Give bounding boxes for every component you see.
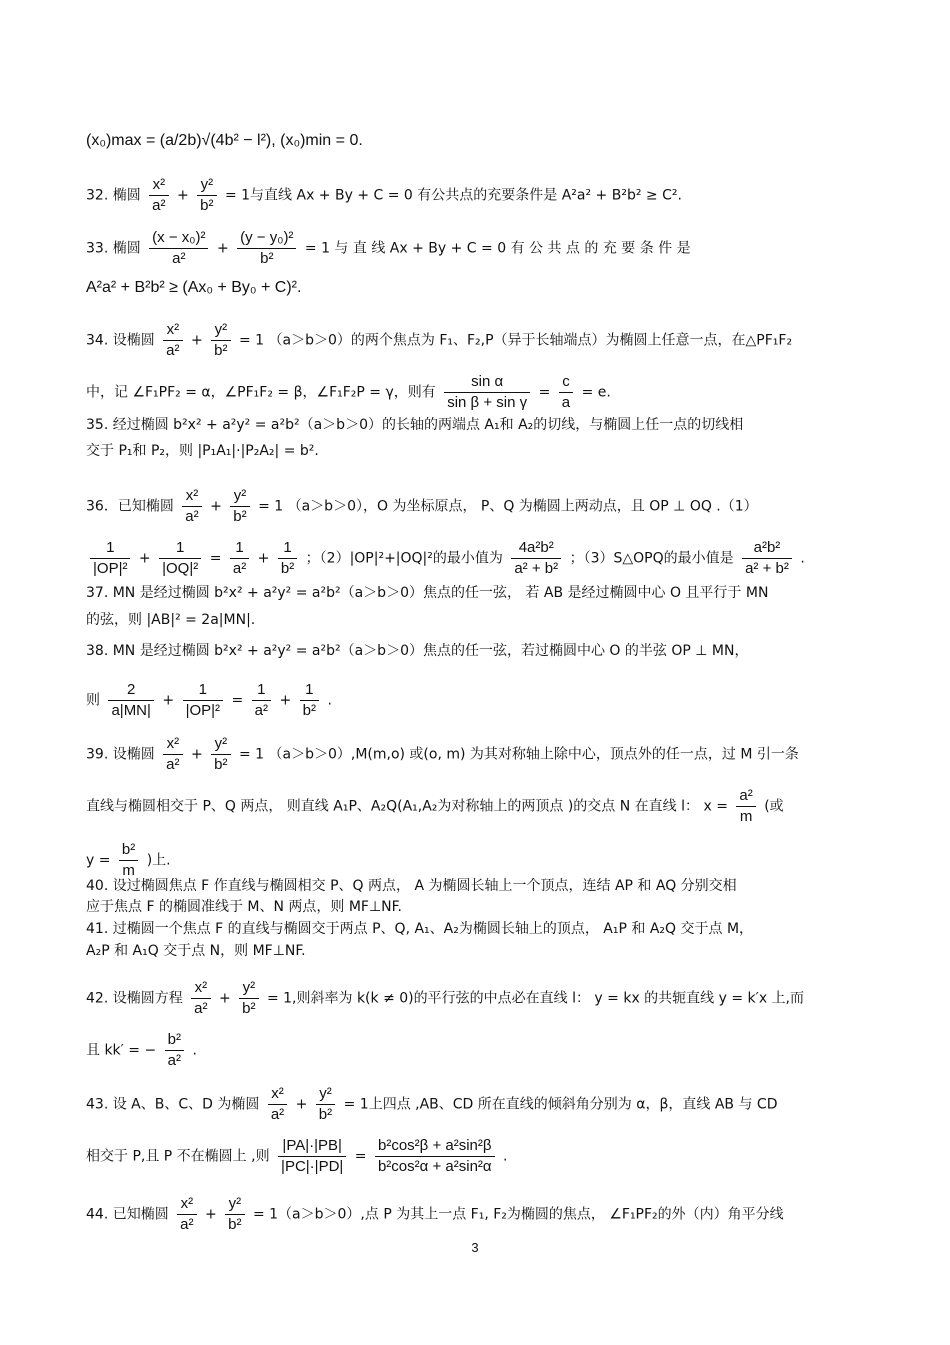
formula-line-31 <box>86 132 866 150</box>
fraction-pa-pb: $\frac{|PA|\cdot|PB|}{|PC|\cdot|PD|}$ <box>278 1136 346 1177</box>
page-number: 3 <box>471 1240 479 1255</box>
item-37-cont: 的弦，则 |AB|² = 2a|MN|. <box>86 612 256 628</box>
item-35-cont: 交于 P₁和 P₂，则 |P₁A₁|·|P₂A₂| = b². <box>86 443 319 459</box>
item-32-head: 32. 椭圆 <box>86 187 141 204</box>
fraction-1-op: $\frac{1}{\text{|OP|²}}$ <box>90 538 130 579</box>
item-32: 32. 椭圆 $\frac{\text{x²}}{\text{a²}}$ + $\frac{\text{y²}}{\text{b²}}$ = 1与直线 Ax + By + C = 0 有公共点的充要条件是 A²a² + B²b² ≥ C². <box>86 176 682 214</box>
item-38-cont: 则 $\frac{2}{a|MN|}$ + $\frac{1}{\text{|OP|²}}$ = $\frac{1}{\text{a²}}$ + $\frac{1}{\text{b²}}$ . <box>86 681 332 719</box>
fraction-b2-m: $\frac{\text{b²}}{m}$ <box>119 840 138 881</box>
item-41-cont: A₂P 和 A₁Q 交于点 N，则 MF⊥NF. <box>86 943 306 959</box>
fraction-y2-b2: $\frac{\text{y²}}{\text{b²}}$ <box>197 175 216 216</box>
fraction-y2-b2: $\frac{\text{y²}}{\text{b²}}$ <box>239 978 258 1019</box>
fraction-y2-b2: $\frac{\text{y²}}{\text{b²}}$ <box>230 486 249 527</box>
fraction-x2-a2: $\frac{\text{x²}}{\text{a²}}$ <box>182 486 201 527</box>
fraction-1-a2: $\frac{1}{\text{a²}}$ <box>252 680 271 721</box>
item-38: 38. MN 是经过椭圆 b²x² + a²y² = a²b²（a＞b＞0）焦点的任一弦，若过椭圆中心 O 的半弦 OP ⊥ MN， <box>86 643 749 659</box>
item-33: 33. 椭圆 $\frac{\text{(x − x₀)²}}{\text{a²}}$ + $\frac{\text{(y − y₀)²}}{\text{b²}}$ = 1 与 直 线 Ax + By + C = 0 有 公 共 点 的 充 要 条 件 是 <box>86 229 691 267</box>
fraction-yy0-b2: $\frac{\text{(y − y₀)²}}{\text{b²}}$ <box>237 228 296 269</box>
item-39: 39. 设椭圆 $\frac{\text{x²}}{\text{a²}}$ + $\frac{\text{y²}}{\text{b²}}$ = 1 （a＞b＞0）,M(m,o) 或(o, m) 为其对称轴上除中心，顶点外的任一点，过 M 引一条 <box>86 735 799 773</box>
fraction-x2-a2: $\frac{\text{x²}}{\text{a²}}$ <box>163 734 182 775</box>
item-39-cont2: y = $\frac{\text{b²}}{m}$ )上. <box>86 841 171 879</box>
fraction-x2-a2: $\frac{\text{x²}}{\text{a²}}$ <box>163 320 182 361</box>
item-42-cont: 且 kk′ = − $\frac{\text{b²}}{\text{a²}}$ . <box>86 1031 197 1069</box>
fraction-x2-a2: $\frac{\text{x²}}{\text{a²}}$ <box>177 1194 196 1235</box>
item-33-head: 33. 椭圆 <box>86 240 141 257</box>
item-40: 40. 设过椭圆焦点 F 作直线与椭圆相交 P、Q 两点， A 为椭圆长轴上一个顶点，连结 AP 和 AQ 分别交相 <box>86 878 737 894</box>
item-37: 37. MN 是经过椭圆 b²x² + a²y² = a²b²（a＞b＞0）焦点的任一弦， 若 AB 是经过椭圆中心 O 且平行于 MN <box>86 585 769 601</box>
fraction-1-b2: $\frac{1}{\text{b²}}$ <box>300 680 319 721</box>
item-36: 36．已知椭圆 $\frac{\text{x²}}{\text{a²}}$ + $\frac{\text{y²}}{\text{b²}}$ = 1 （a＞b＞0），O 为坐标原点， P、Q 为椭圆上两动点，且 OP ⊥ OQ .（1） <box>86 487 758 525</box>
item-34-cont: 中，记 ∠F₁PF₂ = α，∠PF₁F₂ = β，∠F₁F₂P = γ，则有 $\frac{\text{sin α}}{\text{sin β + sin γ}}$ = $\frac{c}{a}$ = e. <box>86 373 611 411</box>
fraction-min-2: $\frac{\text{a²b²}}{\text{a² + b²}}$ <box>742 538 792 579</box>
fraction-1-b2: $\frac{1}{\text{b²}}$ <box>278 538 297 579</box>
item-43: 43. 设 A、B、C、D 为椭圆 $\frac{\text{x²}}{\text{a²}}$ + $\frac{\text{y²}}{\text{b²}}$ = 1上四点 ,AB、CD 所在直线的倾斜角分别为 α，β，直线 AB 与 CD <box>86 1085 778 1123</box>
item-32-tail: 1与直线 Ax + By + C = 0 有公共点的充要条件是 A²a² + B²b² ≥ C². <box>241 187 682 204</box>
item-42: 42. 设椭圆方程 $\frac{\text{x²}}{\text{a²}}$ + $\frac{\text{y²}}{\text{b²}}$ = 1,则斜率为 k(k ≠ 0)的平行弦的中点必在直线 l： y = kx 的共轭直线 y = k′x 上,而 <box>86 979 805 1017</box>
item-44: 44. 已知椭圆 $\frac{\text{x²}}{\text{a²}}$ + $\frac{\text{y²}}{\text{b²}}$ = 1（a＞b＞0）,点 P 为其上一点 F₁, F₂为椭圆的焦点， ∠F₁PF₂的外（内）角平分线 <box>86 1195 784 1233</box>
fraction-min-1: $\frac{\text{4a²b²}}{\text{a² + b²}}$ <box>511 538 561 579</box>
fraction-x2-a2: $\frac{\text{x²}}{\text{a²}}$ <box>268 1084 287 1125</box>
item-39-cont: 直线与椭圆相交于 P、Q 两点， 则直线 A₁P、A₂Q(A₁,A₂为对称轴上的两顶点 )的交点 N 在直线 l： x = $\frac{\text{a²}}{m}$ (或 <box>86 787 784 825</box>
item-33-cont: A²a² + B²b² ≥ (Ax₀ + By₀ + C)². <box>86 279 302 296</box>
fraction-b2-a2: $\frac{\text{b²}}{\text{a²}}$ <box>165 1030 184 1071</box>
fraction-x2-a2: $\frac{\text{x²}}{\text{a²}}$ <box>149 175 168 216</box>
fraction-2-mn: $\frac{2}{a|MN|}$ <box>108 680 153 721</box>
item-43-cont: 相交于 P,且 P 不在椭圆上 ,则 $\frac{|PA|\cdot|PB|}{|PC|\cdot|PD|}$ = $\frac{\text{b²cos²β + a²sin²β}}{\text{b²cos²α + a²sin²α}}$ . <box>86 1137 508 1175</box>
item-35: 35. 经过椭圆 b²x² + a²y² = a²b²（a＞b＞0）的长轴的两端点 A₁和 A₂的切线，与椭圆上任一点的切线相 <box>86 417 744 433</box>
fraction-1-oq: $\frac{1}{\text{|OQ|²}}$ <box>159 538 201 579</box>
item-34: 34. 设椭圆 $\frac{\text{x²}}{\text{a²}}$ + $\frac{\text{y²}}{\text{b²}}$ = 1 （a＞b＞0）的两个焦点为 F₁、F₂,P（异于长轴端点）为椭圆上任意一点，在△PF₁F₂ <box>86 321 793 359</box>
item-33-tail: 1 与 直 线 Ax + By + C = 0 有 公 共 点 的 充 要 条 件 是 <box>321 240 691 257</box>
fraction-1-a2: $\frac{1}{\text{a²}}$ <box>230 538 249 579</box>
fraction-cos-sin: $\frac{\text{b²cos²β + a²sin²β}}{\text{b²cos²α + a²sin²α}}$ <box>375 1136 495 1177</box>
item-41: 41. 过椭圆一个焦点 F 的直线与椭圆交于两点 P、Q, A₁、A₂为椭圆长轴上的顶点， A₁P 和 A₂Q 交于点 M， <box>86 921 754 937</box>
item-36-cont: $\frac{1}{\text{|OP|²}}$ + $\frac{1}{\text{|OQ|²}}$ = $\frac{1}{\text{a²}}$ + $\frac{1}{\text{b²}}$ ；（2）|OP|²+|OQ|²的最小值为 $\frac{\text{4a²b²}}{\text{a² + b²}}$ ；（3）S△OPQ的最小值是 $\frac{\text{a²b²}}{\text{a² + b²}}$ . <box>86 538 866 579</box>
formula-31: (x₀)max = (a/2b)√(4b² − l²), (x₀)min = 0. <box>86 132 363 149</box>
item-40-cont: 应于焦点 F 的椭圆准线于 M、N 两点，则 MF⊥NF. <box>86 899 402 915</box>
fraction-c-a: $\frac{c}{a}$ <box>559 372 573 413</box>
fraction-y2-b2: $\frac{\text{y²}}{\text{b²}}$ <box>211 734 230 775</box>
fraction-a2-m: $\frac{\text{a²}}{m}$ <box>736 786 755 827</box>
fraction-1-op: $\frac{1}{\text{|OP|²}}$ <box>183 680 223 721</box>
fraction-y2-b2: $\frac{\text{y²}}{\text{b²}}$ <box>316 1084 335 1125</box>
fraction-y2-b2: $\frac{\text{y²}}{\text{b²}}$ <box>211 320 230 361</box>
fraction-xx0-a2: $\frac{\text{(x − x₀)²}}{\text{a²}}$ <box>149 228 208 269</box>
fraction-x2-a2: $\frac{\text{x²}}{\text{a²}}$ <box>191 978 210 1019</box>
fraction-y2-b2: $\frac{\text{y²}}{\text{b²}}$ <box>225 1194 244 1235</box>
fraction-sin: $\frac{\text{sin α}}{\text{sin β + sin γ}}$ <box>444 372 530 413</box>
